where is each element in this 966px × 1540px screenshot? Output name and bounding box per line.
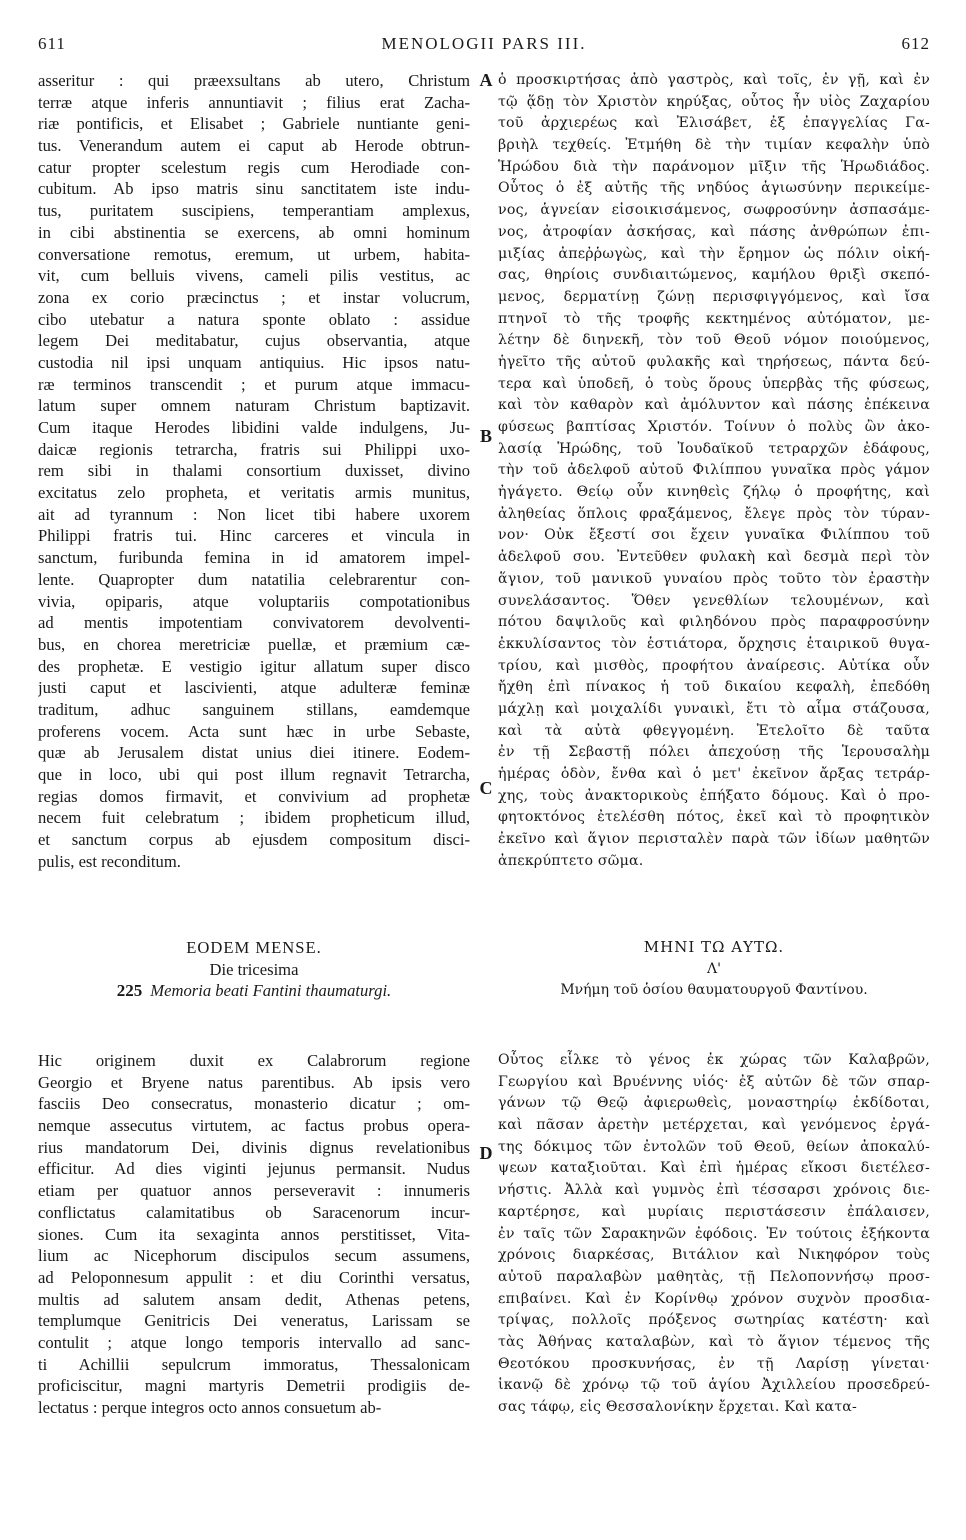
latin-text-line: Hic originem duxit ex Calabrorum regione bbox=[38, 1051, 470, 1070]
greek-text-line: ἅγιον, τοῦ μανικοῦ γυναίου πρὸς τοῦτο τὸν ἐραστὴν bbox=[498, 570, 930, 587]
latin-text-line: terræ atque inferis annuntiavit ; filius erat Zacha- bbox=[38, 92, 470, 112]
greek-text-line: χης, τοὺς ἀνακτορικοὺς ἐπήξατο δόμους. Καὶ ὁ προ- bbox=[498, 787, 930, 804]
margin-marker-b: B bbox=[479, 426, 492, 446]
latin-text-line: conflictatus calamitatibus ob Saracenorum incur- bbox=[38, 1202, 470, 1222]
greek-text-line: τερα καὶ ὑποδεῆ, ὁ τοὺς ὅρους ὑπερβὰς τῆς φύσεως, bbox=[498, 375, 930, 392]
latin-text-line: multis ad salutem ansam dedit, Athenas petens, bbox=[38, 1289, 470, 1309]
latin-text-line: Georgio et Bryene natus parentibus. Ab ipsis vero bbox=[38, 1072, 470, 1092]
latin-entry-title bbox=[38, 980, 470, 1002]
latin-text-line: ti Achillii sepulcrum immoratus, Thessalonicam bbox=[38, 1354, 470, 1374]
latin-text-line: ad mentis impotentiam convivatorem devolventi- bbox=[38, 613, 470, 633]
latin-text-line: et sanctum corpus ab ejusdem compositum disci- bbox=[38, 830, 470, 850]
greek-text-line: σας, θηρίοις συνδιαιτώμενος, καμήλου θριξὶ σκεπό- bbox=[498, 267, 930, 284]
greek-text-line: της δόκιμος τῶν ἐντολῶν τοῦ Θεοῦ, θείων ἀποκαλύ- bbox=[498, 1138, 930, 1155]
latin-text-line: efficitur. Ad dies viginti jejunus permansit. Nudus bbox=[38, 1159, 470, 1179]
greek-text-line: σας τάφῳ, εἰς Θεσσαλονίκην ἔρχεται. Καὶ κατα- bbox=[498, 1399, 858, 1415]
latin-text-line: zona ex corio præcinctus ; et instar volucrum, bbox=[38, 287, 470, 307]
greek-text-line: λέτην δὲ διηνεκῆ, τὸν τοῦ Θεοῦ νόμον ποιούμενος, bbox=[498, 332, 930, 349]
greek-text-line: ἱκανῷ δὲ χρόνῳ τῷ τοῦ ἁγίου Ἀχιλλείου προσεδρεύ- bbox=[498, 1377, 930, 1394]
latin-text-line: que in loco, ubi qui post illum regnavit Tetrarcha, bbox=[38, 765, 470, 784]
greek-text-line: ὁ προσκιρτήσας ἀπὸ γαστρὸς, καὶ τοῖς, ἐν γῇ, καὶ ἐν bbox=[498, 72, 930, 88]
greek-text-line: τῷ ᾅδῃ τὸν Χριστὸν κηρύξας, οὗτος ἦν υἱὸς Ζαχαρίου bbox=[498, 93, 930, 110]
latin-text-line: Cum itaque Herodes libidini valde indulgens, Ju- bbox=[38, 418, 470, 437]
greek-text-line: καὶ τὰ αὐτὰ φθεγγομένη. Ἐτελοῖτο δὲ ταῦτα bbox=[498, 722, 930, 739]
latin-text-line: rius mandatorum Dei, divinis dignus revelationibus bbox=[38, 1137, 470, 1157]
greek-section-heading bbox=[498, 937, 930, 1002]
latin-text-line: vivia, opiparis, atque voluptariis compotationibus bbox=[38, 591, 470, 611]
greek-text-line: ἀληθείας ὅπλοις φραξάμενος, ἔλεγε πρὸς τὸν τύραν- bbox=[498, 505, 930, 522]
latin-text-line: etiam per quatuor annos perseveravit : innumeris bbox=[38, 1181, 470, 1201]
entry-number: 225 bbox=[116, 981, 143, 1001]
greek-text-line: επιβαίνει. Καὶ ἐν Κορίνθῳ χρόνον συχνὸν προσδια- bbox=[498, 1290, 930, 1307]
latin-month-heading: EODEM MENSE. bbox=[186, 938, 322, 957]
latin-text-line: rem sibi in thalami consortium duxisset, divino bbox=[38, 461, 470, 481]
latin-section-heading bbox=[38, 937, 470, 1002]
latin-text-line: ait ad tyrannum : Non licet tibi habere uxorem bbox=[38, 504, 470, 524]
latin-column-top bbox=[38, 70, 470, 872]
greek-text-line: ἐκκυλίσαντος τὸν ἑστιάτορα, ὄρχησις ἑταιρικοῦ θυγα- bbox=[498, 635, 930, 652]
latin-text-line: justi caput et lascivienti, atque adulteræ feminæ bbox=[38, 678, 470, 698]
latin-text-line: lente. Quapropter dum natatilia celebrarentur con- bbox=[38, 569, 470, 589]
latin-text-line: templumque Genitricis Dei veneratus, Larissam se bbox=[38, 1311, 470, 1331]
greek-text-line: νος, ἁγνείαν εἰσοικισάμενος, σωφροσύνην ἀσπασάμε- bbox=[498, 202, 930, 219]
margin-marker-c: C bbox=[479, 778, 493, 798]
greek-text-line: τρίψας, πολλοῖς πρόξενος σωτηρίας κατέστη· καὶ bbox=[498, 1312, 930, 1329]
greek-text-line: μάχλῃ καὶ μοιχαλίδι γυναικὶ, ἔτι τὸ αἷμα στάζουσα, bbox=[498, 700, 930, 717]
greek-day-heading: Λ' bbox=[707, 960, 721, 977]
left-page-number: 611 bbox=[38, 34, 66, 53]
latin-text-line: siones. Cum ita sexaginta annos perstitisset, Vita- bbox=[38, 1224, 470, 1244]
greek-text-line: φύσεως βαπτίσας Χριστόν. Τοίνυν ὁ πολὺς ὢν ἀκο- bbox=[498, 419, 930, 435]
greek-text-line: νος, ἀτροφίαν ἀσκήσας, καὶ πάσης ἀνθρώπων ἐπι- bbox=[498, 223, 930, 240]
latin-text-line: regias domos firmavit, et convivium ad prophetæ bbox=[38, 786, 470, 806]
latin-text-line: des prophetæ. E vestigio igitur allatum super disco bbox=[38, 656, 470, 676]
latin-text-line: tus, puritatem suscipiens, temperantiam amplexus, bbox=[38, 201, 470, 221]
latin-text-line: daicæ regionis tetrarcha, fratris sui Philippi uxo- bbox=[38, 439, 470, 459]
latin-text-line: custodia nil ipsi unquam antiquius. Hic ipsos natu- bbox=[38, 352, 470, 372]
greek-text-line: ἡγεῖτο τῆς αὐτοῦ φυλακῆς καὶ τηρήσεως, πάντα δεύ- bbox=[498, 353, 930, 370]
latin-text-line: nemque assecutus virtutem, ac factus probus opera- bbox=[38, 1116, 470, 1136]
greek-text-line: ἡμέρας ὁδὸν, ἔνθα καὶ ὁ μετ' ἐκεῖνον ἄρξας τετράρ- bbox=[498, 766, 930, 782]
latin-text-line: bus, en chorea meretriciæ puellæ, et præmium cæ- bbox=[38, 634, 470, 654]
latin-text-line: ræ terminos transcendit ; et purum atque immacu- bbox=[38, 374, 470, 394]
latin-text-line: cibo utebatur a natura sponte oblato : assidue bbox=[38, 309, 470, 329]
greek-text-line: ἀδελφοῦ σου. Ἐντεῦθεν φυλακὴ καὶ δεσμὰ περὶ τὸν bbox=[498, 549, 930, 566]
greek-text-line: βριὴλ τεχθείς. Ἐτμήθη δὲ τὴν τιμίαν κεφαλὴν ὑπὸ bbox=[498, 137, 930, 154]
latin-text-line: quæ ab Jerusalem distat unius diei itinere. Eodem- bbox=[38, 743, 470, 763]
greek-text-line: αὐτοῦ παραλαβὼν μαθητὰς, τῇ Πελοποννήσῳ προσ- bbox=[498, 1268, 930, 1285]
latin-text-line: asseritur : qui præexsultans ab utero, Christum bbox=[38, 71, 470, 90]
running-title: MENOLOGII PARS III. bbox=[381, 34, 587, 53]
latin-text-line: sanctum, furibunda femina in id amatorem impel- bbox=[38, 548, 470, 568]
latin-text-line: proficiscitur, magni martyris Demetrii prodigiis de- bbox=[38, 1376, 470, 1396]
greek-text-line: τὴν τοῦ ἀδελφοῦ αὐτοῦ Φιλίππου γυναῖκα πρὸς γάμον bbox=[498, 462, 930, 479]
greek-text-line: μιξίας ἀπεῤῥωγὼς, καὶ τὴν ἔρημον ὡς πόλιν οἰκή- bbox=[498, 245, 930, 262]
latin-text-line: vit, cum belluis vivens, cameli pilis vestitus, ac bbox=[38, 266, 470, 286]
greek-text-line: ἀπεκρύπτετο σῶμα. bbox=[498, 852, 644, 869]
margin-marker-a: A bbox=[479, 70, 493, 90]
latin-title-text: Memoria beati Fantini thaumaturgi. bbox=[150, 981, 392, 1001]
greek-text-line: συνελάσαντος. Ὅθεν γενεθλίων τελουμένων, καὶ bbox=[498, 592, 930, 609]
greek-text-line: νον· Οὐκ ἔξεστί σοι ἔχειν γυναῖκα Φιλίππου τοῦ bbox=[498, 527, 930, 544]
greek-column-top bbox=[498, 70, 930, 872]
greek-text-line: πτηνοῖ τὸ τῆς τροφῆς κεκτημένος αὐτόματον, με- bbox=[498, 310, 930, 327]
greek-text-line: καὶ πᾶσαν ἀρετὴν μετέρχεται, καὶ γενόμενος ἐργά- bbox=[498, 1117, 930, 1134]
greek-month-heading: ΜΗΝΙ ΤΩ ΑΥΤΩ. bbox=[643, 938, 785, 956]
latin-text-line: proferens vocem. Acta sunt hæc in urbe Sebaste, bbox=[38, 721, 470, 741]
greek-text-line: γάνων τῷ Θεῷ ἀφιερωθεὶς, μοναστηρίῳ ἐκδίδοται, bbox=[498, 1095, 930, 1112]
latin-text-line: lium ac Nicephorum discipulos secum assumens, bbox=[38, 1246, 470, 1266]
latin-day-heading: Die tricesima bbox=[209, 959, 299, 979]
latin-text-line: tus. Venerandum autem ei caput ab Herode obtrun- bbox=[38, 136, 470, 156]
greek-text-line: ἐν τῇ Σεβαστῇ πόλει ἀπεχούσῃ τῆς Ἱερουσαλὴμ bbox=[498, 744, 930, 761]
latin-column-bottom bbox=[38, 1050, 470, 1419]
greek-text-line: ἐν ταῖς τῶν Σαρακηνῶν ἐφόδοις. Ἐν τούτοις ἐξήκοντα bbox=[498, 1225, 930, 1242]
latin-text-line: contulit ; atque longo temporis intervallo ad sanc- bbox=[38, 1332, 470, 1352]
latin-text-line: latum super omnem naturam Christum baptizavit. bbox=[38, 396, 470, 416]
greek-entry-title: Μνήμη τοῦ ὁσίου θαυματουργοῦ Φαντίνου. bbox=[560, 982, 868, 999]
greek-text-line: Οὗτος εἷλκε τὸ γένος ἐκ χώρας τῶν Καλαβρῶν, bbox=[498, 1052, 930, 1068]
greek-text-line: καὶ τὸν καθαρὸν καὶ ἀμόλυντον καὶ πάσης ἐπέκεινα bbox=[498, 397, 930, 414]
greek-text-line: ἤχθη ἐπὶ πίνακος ἡ τοῦ δικαίου κεφαλὴ, ἐπεδόθη bbox=[498, 679, 930, 696]
greek-text-line: καρτέρησε, καὶ μυρίαις περιστάσεσιν ἐπάλαισεν, bbox=[498, 1203, 930, 1220]
page-header bbox=[38, 34, 930, 58]
greek-text-line: ψεων καταξιοῦται. Καὶ ἐπὶ ἡμέρας εἴκοσι διετέλεσ- bbox=[498, 1160, 930, 1177]
latin-text-line: cubitum. Ab ipso matris sinu sanctitatem iste indu- bbox=[38, 179, 470, 199]
greek-text-line: χρόνοις διαρκέσας, Βιτάλιον καὶ Νικηφόρον τοὺς bbox=[498, 1247, 930, 1264]
latin-text-line: legem Dei meditabatur, cujus observantia, atque bbox=[38, 331, 470, 351]
latin-text-line: in cibi abstinentia se exercens, ab omni hominum bbox=[38, 222, 470, 242]
latin-text-line: traditum, adhuc sanguinem stillans, eamdemque bbox=[38, 699, 470, 719]
latin-text-line: ad Peloponnesum appulit : et diu Corinthi versatus, bbox=[38, 1267, 470, 1287]
greek-text-line: φητοκτόνος ἐτελέσθη πότος, ἐκεῖ καὶ τὸ προφητικὸν bbox=[498, 809, 930, 826]
greek-text-line: Οὗτος ὁ ἐξ αὐτῆς τῆς νηδύος ἁγιωσύνην περικείμε- bbox=[498, 180, 930, 197]
greek-text-line: Ἡρώδου διὰ τὴν παράνομον μῖξιν τῆς Ἡρωδιάδος. bbox=[498, 158, 930, 175]
greek-text-line: τὰς Ἀθήνας καταλαβὼν, καὶ τὸ ἅγιον τέμενος τῆς bbox=[498, 1333, 930, 1350]
latin-text-line: necem fuit celebratum ; ibidem propheticum illud, bbox=[38, 808, 470, 828]
greek-text-line: τρίου, καὶ μισθὸς, προφήτου ἀναίρεσις. Αὐτίκα οὖν bbox=[498, 657, 930, 674]
latin-text-line: pulis, est reconditum. bbox=[38, 851, 181, 871]
greek-text-line: Γεωργίου καὶ Βρυέννης υἱός· ἐξ αὐτῶν δὲ τῶν σπαρ- bbox=[498, 1073, 930, 1090]
latin-text-line: conversatione remotus, eremum, ut urbem, habita- bbox=[38, 244, 470, 264]
greek-text-line: πότου δαψιλοῦς καὶ φιληδόνου πρὸς παραφροσύνην bbox=[498, 614, 930, 631]
greek-text-line: νήστις. Ἀλλὰ καὶ γυμνὸς ἐπὶ τέσσαρσι χρόνοις διε- bbox=[498, 1182, 930, 1199]
right-page-number: 612 bbox=[901, 34, 930, 53]
greek-text-line: ἠγάγετο. Θείῳ οὖν κινηθεὶς ζήλῳ ὁ προφήτης, καὶ bbox=[498, 484, 930, 501]
latin-text-line: catur propter scelestum regis cum Herodiade con- bbox=[38, 157, 470, 177]
greek-text-line: μενος, δερματίνῃ ζώνῃ περισφιγγόμενος, καὶ ἴσα bbox=[498, 288, 930, 305]
latin-text-line: fasciis Deo consecratus, monasterio dicatur ; om- bbox=[38, 1094, 470, 1114]
latin-text-line: riæ pontificis, et Elisabet ; Gabriele nuntiante geni- bbox=[38, 114, 470, 134]
greek-column-bottom bbox=[498, 1050, 930, 1419]
margin-marker-d: D bbox=[479, 1143, 493, 1163]
latin-text-line: lectatus : perque integros octo annos consuetum ab- bbox=[38, 1398, 382, 1417]
latin-text-line: Philippi fratris tui. Hinc carceres et vincula in bbox=[38, 526, 470, 546]
latin-text-line: excitatus zelo propheta, et veritatis armis munitus, bbox=[38, 483, 470, 503]
greek-text-line: Θεοτόκου προσκυνήσας, ἐν τῇ Λαρίσῃ γίνεται· bbox=[498, 1355, 930, 1372]
greek-text-line: ἐκεῖνο καὶ ἅγιον περισταλὲν παρὰ τῶν ἰδίων μαθητῶν bbox=[498, 831, 930, 848]
greek-text-line: τοῦ ἀρχιερέως καὶ Ἐλισάβετ, ἐξ ἐπαγγελίας Γα- bbox=[498, 115, 930, 132]
greek-text-line: λασίᾳ Ἡρώδης, τοῦ Ἰουδαϊκοῦ τετραρχῶν ἐδάφους, bbox=[498, 440, 930, 457]
